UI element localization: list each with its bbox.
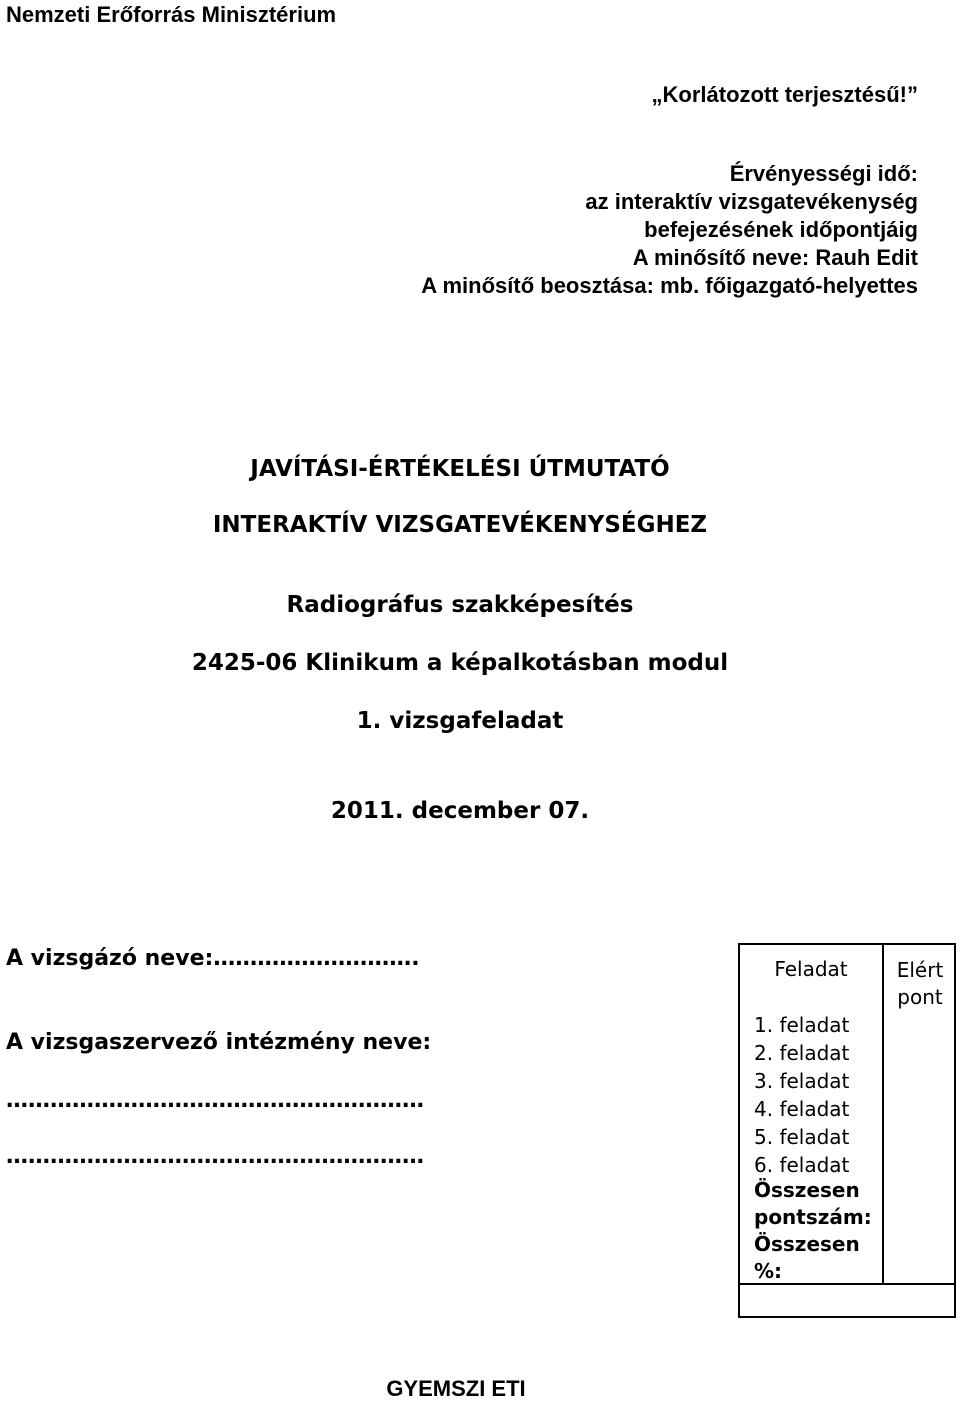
institution-blank-line: ………………………………………………… <box>6 1088 424 1113</box>
score-table-row-label: 3. feladat <box>754 1069 850 1093</box>
total-points-label: pontszám: <box>754 1205 872 1229</box>
score-table-row-label: 5. feladat <box>754 1125 850 1149</box>
exam-task-title: 1. vizsgafeladat <box>356 708 564 734</box>
document-title: JAVÍTÁSI-ÉRTÉKELÉSI ÚTMUTATÓ <box>250 456 670 482</box>
institution-name-label: A vizsgaszervező intézmény neve: <box>6 1030 432 1055</box>
score-table <box>738 943 956 1318</box>
total-percent-label: Összesen <box>754 1232 860 1256</box>
validity-line: az interaktív vizsgatevékenység <box>585 189 918 214</box>
validity-block <box>421 160 918 300</box>
qualification-title: Radiográfus szakképesítés <box>286 592 634 618</box>
exam-date: 2011. december 07. <box>330 798 590 824</box>
restricted-distribution-label: „Korlátozott terjesztésű!” <box>651 82 918 107</box>
total-points-label: Összesen <box>754 1178 860 1202</box>
total-percent-label: %: <box>754 1259 783 1283</box>
score-table-row-label: 2. feladat <box>754 1041 850 1065</box>
score-table-totals <box>754 1177 872 1285</box>
score-table-rows <box>754 1011 849 1179</box>
document-subtitle: INTERAKTÍV VIZSGATEVÉKENYSÉGHEZ <box>212 512 708 538</box>
score-table-row-label: 4. feladat <box>754 1097 850 1121</box>
module-title: 2425-06 Klinikum a képalkotásban modul <box>191 650 729 676</box>
score-table-header-task: Feladat <box>774 957 848 981</box>
validity-line: befejezésének időpontjáig <box>644 217 918 242</box>
score-table-header-points <box>884 957 956 1011</box>
score-table-header-points-line: pont <box>897 985 943 1009</box>
candidate-name-field: A vizsgázó neve:………………………. <box>6 946 420 971</box>
score-table-header-points-line: Elért <box>896 958 944 982</box>
institution-blank-line: ………………………………………………… <box>6 1144 424 1169</box>
classifier-name: A minősítő neve: Rauh Edit <box>632 245 918 270</box>
score-table-row-label: 1. feladat <box>754 1013 850 1037</box>
classifier-position: A minősítő beosztása: mb. főigazgató-helyettes <box>421 273 918 298</box>
score-table-row-label: 6. feladat <box>754 1153 850 1177</box>
ministry-name: Nemzeti Erőforrás Minisztérium <box>6 2 337 27</box>
footer-organization: GYEMSZI ETI <box>386 1376 526 1401</box>
validity-line: Érvényességi idő: <box>729 161 918 186</box>
